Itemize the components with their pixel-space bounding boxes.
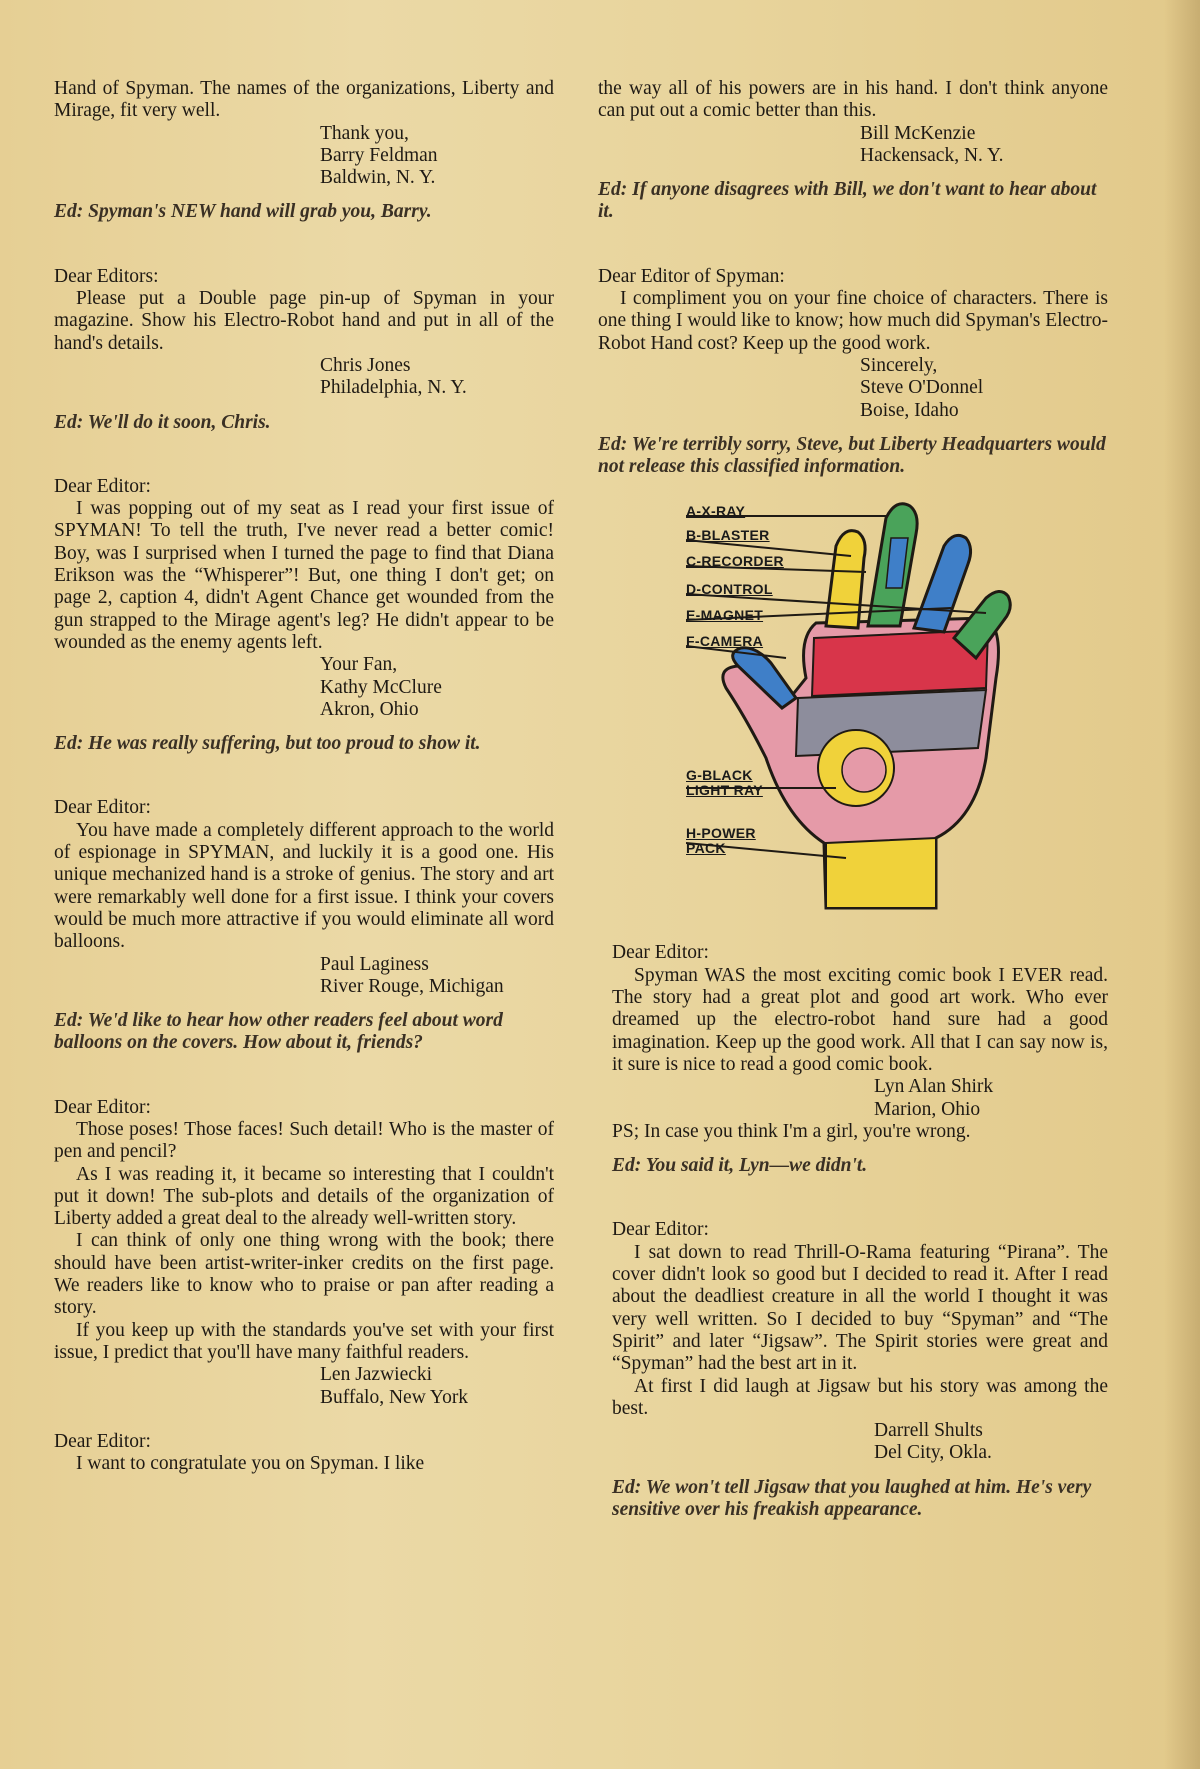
hand-label-camera: F-CAMERA bbox=[686, 633, 764, 650]
editor-reply: Ed: Spyman's NEW hand will grab you, Barry. bbox=[54, 201, 432, 223]
salutation: Dear Editor: bbox=[54, 475, 151, 497]
editor-reply: Ed: If anyone disagrees with Bill, we don't want to hear about it. bbox=[598, 179, 1097, 223]
letter-jones bbox=[54, 266, 554, 434]
signature-line: Sincerely, bbox=[860, 354, 938, 376]
hand-label-magnet: E-MAGNET bbox=[686, 607, 764, 624]
signature-name: Chris Jones bbox=[320, 354, 411, 376]
letter-shults bbox=[598, 1219, 1108, 1521]
letter-paragraph: I was popping out of my seat as I read your first issue of SPYMAN! To tell the truth, I've never read a better comic! Boy, was I surprised when I turned the page to find that Diana Erikson was the “Whisperer”! But, one thing I don't get; on page 2, caption 4, didn't Agent Chance get wounded from the gun strapped to the Mirage agent's leg? He didn't appear to be wounded as the enemy agents left. bbox=[54, 498, 554, 653]
signature-location: Marion, Ohio bbox=[874, 1098, 981, 1120]
letter-odonnel bbox=[598, 266, 1108, 479]
signature-name: Steve O'Donnel bbox=[860, 377, 984, 399]
right-column bbox=[598, 78, 1108, 1563]
signature-line: Your Fan, bbox=[320, 654, 398, 676]
left-column bbox=[54, 78, 554, 1495]
letter-paragraph: Please put a Double page pin-up of Spyman in your magazine. Show his Electro-Robot hand and put in all of the hand's details. bbox=[54, 288, 554, 354]
signature-location: Hackensack, N. Y. bbox=[860, 144, 1004, 166]
editor-reply: Ed: He was really suffering, but too proud to show it. bbox=[54, 733, 481, 755]
letter-laginess bbox=[54, 797, 554, 1054]
signature-name: Barry Feldman bbox=[320, 144, 438, 166]
salutation: Dear Editor: bbox=[612, 1219, 709, 1241]
letter-continued bbox=[54, 1431, 554, 1476]
editor-reply: Ed: We'll do it soon, Chris. bbox=[54, 411, 271, 433]
letter-paragraph: I can think of only one thing wrong with the book; there should have been artist-writer-inker credits on the first page. We readers like to know who to praise or pan after reading a story. bbox=[54, 1230, 554, 1319]
signature-location: Boise, Idaho bbox=[860, 399, 959, 421]
signature-location: Akron, Ohio bbox=[320, 698, 419, 720]
hand-label-black-light-ray: G-BLACK LIGHT RAY bbox=[686, 767, 763, 799]
hand-label-control: D-CONTROL bbox=[686, 581, 773, 598]
letter-paragraph: I sat down to read Thrill-O-Rama featuring “Pirana”. The cover didn't look so good but I decided to read it. After I read about the deadliest creature in all the world I thought it was very well written. So I decided to buy “Spyman” and “The Spirit” and later “Jigsaw”. The Spirit stories were great and “Spyman” had the best art in it. bbox=[612, 1241, 1108, 1375]
salutation: Dear Editor: bbox=[54, 797, 151, 819]
letter-paragraph: I want to congratulate you on Spyman. I like bbox=[76, 1453, 425, 1475]
signature-location: Philadelphia, N. Y. bbox=[320, 377, 467, 399]
salutation: Dear Editor: bbox=[54, 1430, 151, 1452]
hand-label-blaster: B-BLASTER bbox=[686, 527, 770, 544]
letter-feldman bbox=[54, 78, 554, 224]
letter-paragraph: the way all of his powers are in his hand. I don't think anyone can put out a comic better than this. bbox=[598, 78, 1108, 122]
letter-paragraph: Spyman WAS the most exciting comic book I EVER read. The story had a great plot and good art work. Who ever dreamed up the electro-robot hand sure had a good imagination. Keep up the good work. All that I can say now is, it sure is nice to read a good comic book. bbox=[612, 964, 1108, 1075]
hand-label-power-pack: H-POWER PACK bbox=[686, 825, 756, 857]
signature-location: River Rouge, Michigan bbox=[320, 975, 504, 997]
letter-paragraph: Hand of Spyman. The names of the organizations, Liberty and Mirage, fit very well. bbox=[54, 78, 554, 122]
editor-reply: Ed: We'd like to hear how other readers feel about word balloons on the covers. How about it, friends? bbox=[54, 1010, 503, 1054]
letter-paragraph: You have made a completely different approach to the world of espionage in SPYMAN, and luckily it is a good one. His unique mechanized hand is a stroke of genius. The story and art were remarkably well done for a first issue. I think your covers would be much more attractive if you would eliminate all word balloons. bbox=[54, 819, 554, 953]
editor-reply: Ed: You said it, Lyn—we didn't. bbox=[612, 1155, 868, 1177]
letter-mcclure bbox=[54, 476, 554, 756]
signature-name: Paul Laginess bbox=[320, 953, 429, 975]
letter-shirk bbox=[598, 942, 1108, 1177]
editor-reply: Ed: We're terribly sorry, Steve, but Liberty Headquarters would not release this classified information. bbox=[598, 433, 1106, 478]
salutation: Dear Editors: bbox=[54, 265, 159, 287]
hand-label-x-ray: A-X-RAY bbox=[686, 503, 746, 520]
postscript: PS; In case you think I'm a girl, you're wrong. bbox=[612, 1120, 971, 1142]
signature-line: Thank you, bbox=[320, 122, 409, 144]
editor-reply: Ed: We won't tell Jigsaw that you laughed at him. He's very sensitive over his freakish appearance. bbox=[612, 1476, 1092, 1520]
letter-paragraph: As I was reading it, it became so interesting that I couldn't put it down! The sub-plots and details of the organization of Liberty added a great deal to the already well-written story. bbox=[54, 1163, 554, 1230]
signature-location: Del City, Okla. bbox=[874, 1442, 992, 1464]
hand-wrist bbox=[826, 838, 936, 908]
salutation: Dear Editor: bbox=[54, 1096, 151, 1118]
letter-paragraph: At first I did laugh at Jigsaw but his story was among the best. bbox=[612, 1375, 1108, 1419]
letter-paragraph: Those poses! Those faces! Such detail! Who is the master of pen and pencil? bbox=[54, 1118, 554, 1163]
signature-location: Baldwin, N. Y. bbox=[320, 167, 436, 189]
signature-name: Len Jazwiecki bbox=[320, 1364, 433, 1386]
salutation: Dear Editor: bbox=[612, 942, 709, 964]
letter-jazwiecki bbox=[54, 1097, 554, 1409]
letter-mckenzie bbox=[598, 78, 1108, 224]
signature-name: Darrell Shults bbox=[874, 1420, 983, 1442]
letter-paragraph: If you keep up with the standards you've set with your first issue, I predict that you'll have many faithful readers. bbox=[54, 1319, 554, 1363]
salutation: Dear Editor of Spyman: bbox=[598, 265, 785, 287]
signature-name: Bill McKenzie bbox=[860, 122, 976, 144]
signature-name: Kathy McClure bbox=[320, 676, 442, 698]
signature-name: Lyn Alan Shirk bbox=[874, 1076, 994, 1098]
letter-paragraph: I compliment you on your fine choice of characters. There is one thing I would like to know; how much did Spyman's Electro-Robot Hand cost? Keep up the good work. bbox=[598, 288, 1108, 354]
hand-label-recorder: C-RECORDER bbox=[686, 553, 784, 570]
electro-robot-hand-diagram bbox=[686, 498, 1126, 928]
signature-location: Buffalo, New York bbox=[320, 1386, 469, 1408]
